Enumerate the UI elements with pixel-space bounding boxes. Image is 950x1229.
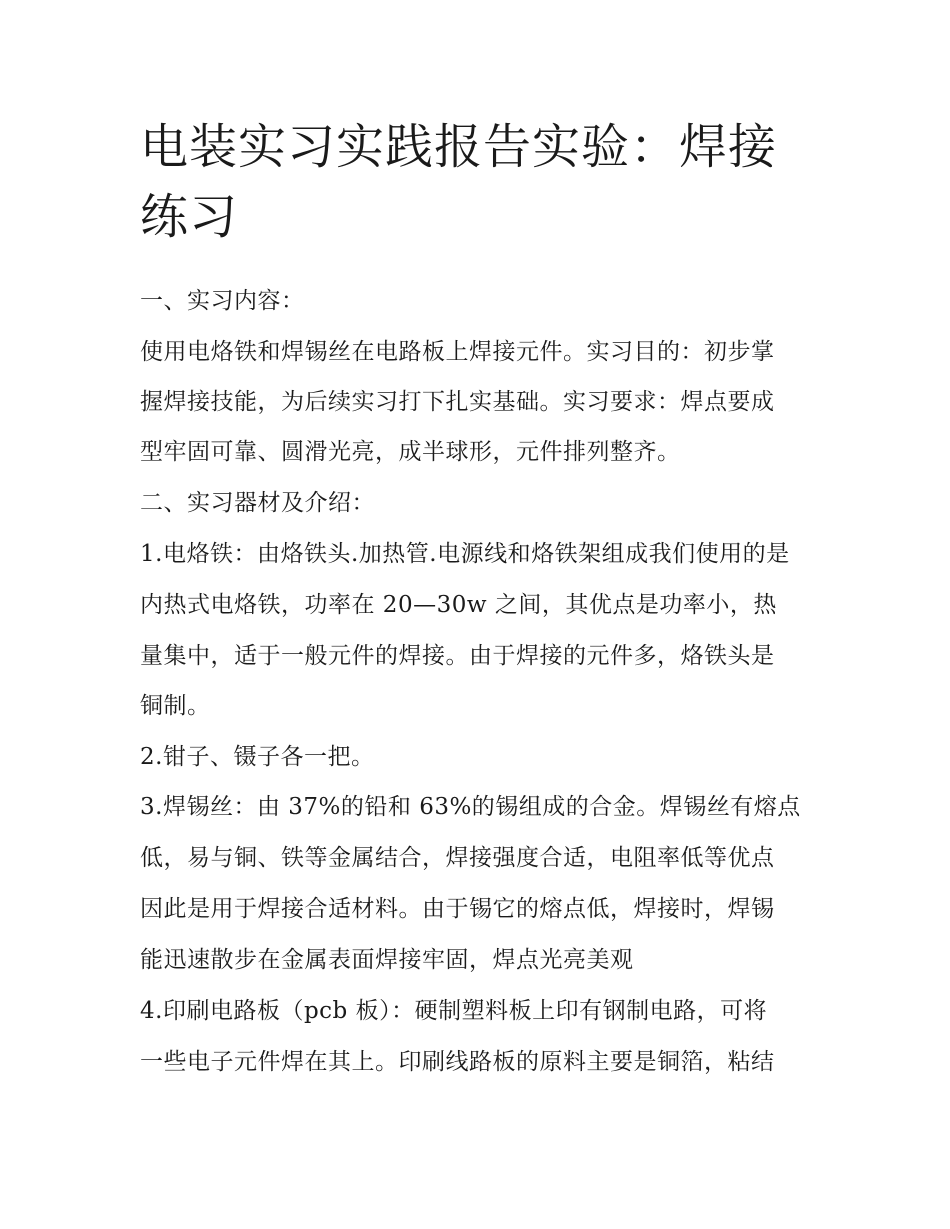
title-line-1: 电装实习实践报告实验：焊接 bbox=[140, 119, 778, 175]
section-heading-equipment: 二、实习器材及介绍： bbox=[140, 490, 375, 516]
body-line: 因此是用于焊接合适材料。由于锡它的熔点低，焊接时，焊锡 bbox=[140, 896, 775, 922]
body-line: 低，易与铜、铁等金属结合，焊接强度合适，电阻率低等优点 bbox=[140, 845, 775, 871]
body-line: 能迅速散步在金属表面焊接牢固，焊点光亮美观 bbox=[140, 947, 634, 973]
body-line: 2.钳子、镊子各一把。 bbox=[140, 744, 375, 770]
body-line: 使用电烙铁和焊锡丝在电路板上焊接元件。实习目的：初步掌 bbox=[140, 339, 775, 365]
body-line: 型牢固可靠、圆滑光亮，成半球形，元件排列整齐。 bbox=[140, 439, 681, 465]
section-heading-content: 一、实习内容： bbox=[140, 288, 305, 314]
body-line: 3.焊锡丝：由 37%的铅和 63%的锡组成的合金。焊锡丝有熔点 bbox=[140, 794, 801, 820]
body-line: 1.电烙铁：由烙铁头.加热管.电源线和烙铁架组成我们使用的是 bbox=[140, 541, 790, 567]
body-line: 握焊接技能，为后续实习打下扎实基础。实习要求：焊点要成 bbox=[140, 389, 775, 415]
body-line: 量集中，适于一般元件的焊接。由于焊接的元件多，烙铁头是 bbox=[140, 643, 775, 669]
title-line-2: 练习 bbox=[140, 189, 239, 245]
body-line: 铜制。 bbox=[140, 693, 211, 719]
document-title bbox=[140, 112, 820, 252]
body-line: 4.印刷电路板（pcb 板）：硬制塑料板上印有钢制电路，可将 bbox=[140, 998, 768, 1024]
body-line: 内热式电烙铁，功率在 20—30w 之间，其优点是功率小，热 bbox=[140, 592, 777, 618]
body-line: 一些电子元件焊在其上。印刷线路板的原料主要是铜箔，粘结 bbox=[140, 1049, 775, 1075]
